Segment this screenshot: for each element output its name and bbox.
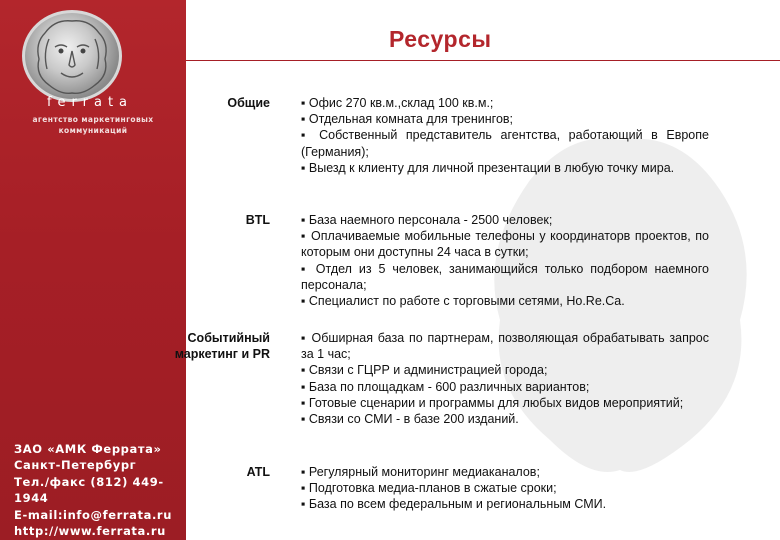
company-city: Санкт-Петербург <box>14 458 137 473</box>
list-item: ▪ Связи с ГЦРР и администрацией города; <box>301 362 709 378</box>
list-item: ▪ Выезд к клиенту для личной презентации в любую точку мира. <box>301 160 709 176</box>
company-name: ЗАО «АМК Феррата» <box>14 442 162 456</box>
list-item: ▪ Оплачиваемые мобильные телефоны у координаторв проектов, по которым они доступны 24 часа в сутки; <box>301 228 709 260</box>
company-email: E-mail:info@ferrata.ru <box>14 507 172 522</box>
row-label-events <box>175 330 270 362</box>
company-phone: Тел./факс (812) 449-1944 <box>14 474 164 506</box>
list-item: ▪ Отдел из 5 человек, занимающийся только подбором наемного персонала; <box>301 261 709 293</box>
company-url: http://www.ferrata.ru <box>14 524 166 539</box>
list-item: ▪ Специалист по работе с торговыми сетями, Ho.Re.Ca. <box>301 293 709 309</box>
brand-name: ferrata <box>46 95 134 110</box>
row-label-events-line2: маркетинг и PR <box>174 347 270 361</box>
list-item: ▪ База наемного персонала - 2500 человек; <box>301 212 709 228</box>
list-item: ▪ База по всем федеральным и региональным СМИ. <box>301 496 709 512</box>
list-item: ▪ Собственный представитель агентства, работающий в Европе (Германия); <box>301 127 709 159</box>
brand-tagline <box>18 114 168 136</box>
list-item: ▪ Готовые сценарии и программы для любых видов мероприятий; <box>301 395 709 411</box>
list-item: ▪ Обширная база по партнерам, позволяющая обрабатывать запрос за 1 час; <box>301 330 709 362</box>
brand-tagline-line1: агентство маркетинговых <box>32 115 154 124</box>
list-item: ▪ Офис 270 кв.м.,склад 100 кв.м.; <box>301 95 709 111</box>
list-item: ▪ Отдельная комната для тренингов; <box>301 111 709 127</box>
list-item: ▪ Подготовка медиа-планов в сжатые сроки; <box>301 480 709 496</box>
list-item: ▪ Регулярный мониторинг медиаканалов; <box>301 464 709 480</box>
brand-tagline-line2: коммуникаций <box>58 126 128 135</box>
title-divider <box>186 60 780 61</box>
row-content-atl <box>301 464 709 513</box>
page-title: Ресурсы <box>389 26 492 52</box>
row-content-btl <box>301 212 709 309</box>
row-content-general <box>301 95 709 176</box>
row-label-atl: ATL <box>246 465 270 479</box>
list-item: ▪ База по площадкам - 600 различных вариантов; <box>301 379 709 395</box>
row-label-general: Общие <box>227 96 270 110</box>
sidebar <box>0 0 186 540</box>
row-label-btl: BTL <box>245 213 270 227</box>
row-content-events <box>301 330 709 427</box>
lion-head-icon <box>22 10 122 102</box>
list-item: ▪ Связи со СМИ - в базе 200 изданий. <box>301 411 709 427</box>
row-label-events-line1: Событийный <box>187 331 270 345</box>
contact-block <box>14 441 186 539</box>
